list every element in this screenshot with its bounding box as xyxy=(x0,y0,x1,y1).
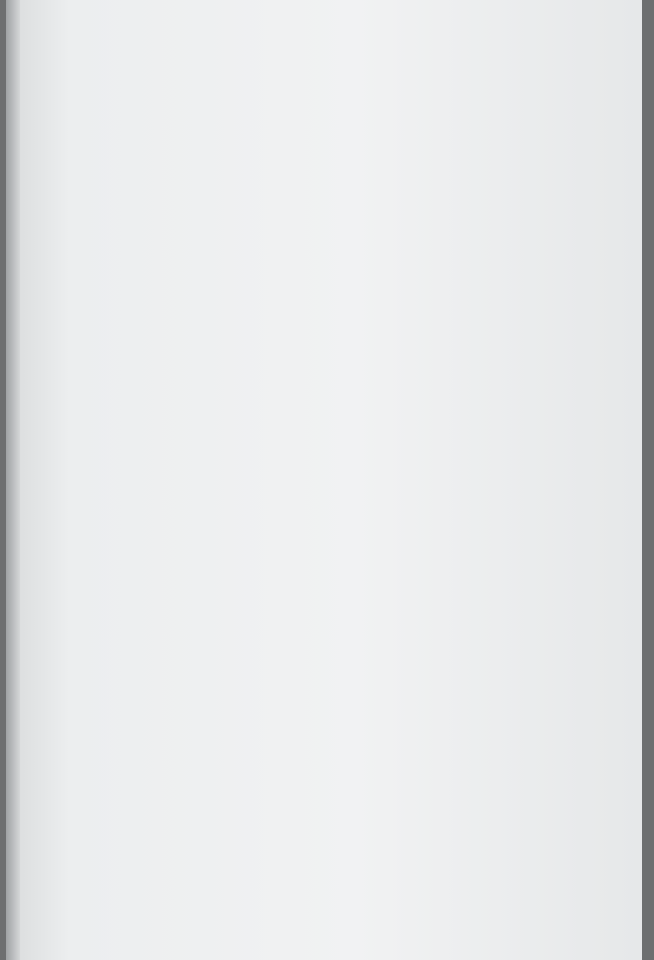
catalog-page xyxy=(6,0,642,960)
book-spine-shadow xyxy=(6,0,20,960)
intro-text xyxy=(24,28,624,33)
